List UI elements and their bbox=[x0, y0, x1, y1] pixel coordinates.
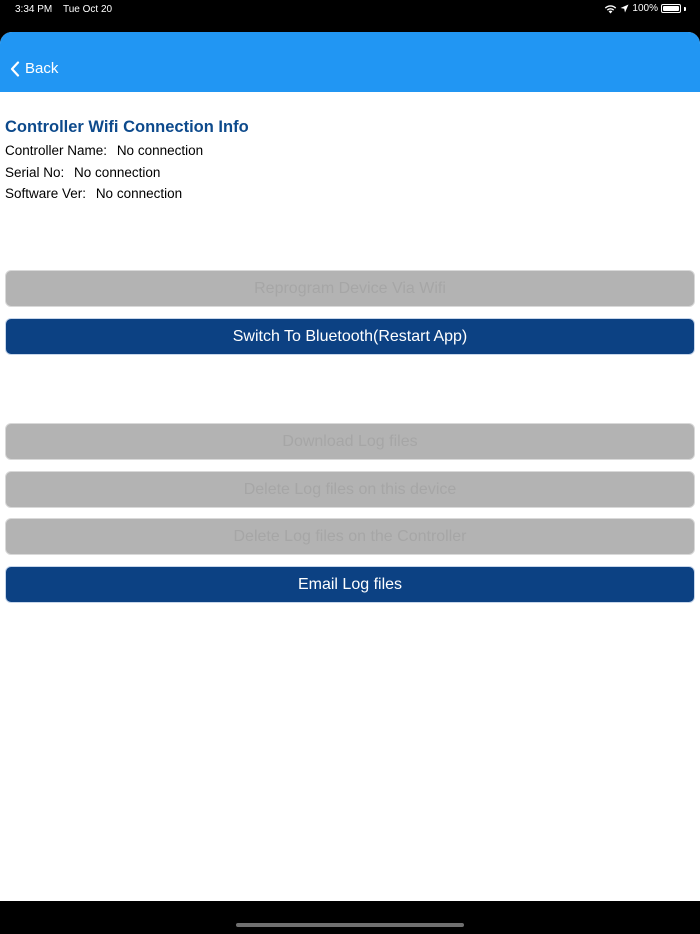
back-button[interactable] bbox=[10, 60, 58, 77]
home-indicator[interactable] bbox=[236, 923, 464, 927]
switch-to-bluetooth-button[interactable]: Switch To Bluetooth(Restart App) bbox=[5, 318, 695, 355]
delete-controller-logs-button[interactable]: Delete Log files on the Controller bbox=[5, 518, 695, 555]
delete-device-logs-button[interactable]: Delete Log files on this device bbox=[5, 471, 695, 508]
software-version-row bbox=[5, 186, 182, 201]
controller-name-row bbox=[5, 143, 203, 158]
battery-icon bbox=[661, 4, 681, 13]
status-bar bbox=[0, 0, 700, 22]
software-version-label: Software Ver: bbox=[5, 186, 87, 201]
status-date: Tue Oct 20 bbox=[63, 4, 113, 15]
serial-number-label: Serial No: bbox=[5, 165, 65, 180]
battery-tip bbox=[684, 7, 686, 11]
navigation-bar bbox=[0, 32, 700, 92]
back-label: Back bbox=[25, 60, 59, 77]
status-indicators bbox=[604, 3, 686, 14]
software-version-value: No connection bbox=[95, 186, 183, 201]
location-arrow-icon bbox=[620, 4, 629, 13]
email-log-files-button[interactable]: Email Log files bbox=[5, 566, 695, 603]
wifi-icon bbox=[604, 4, 617, 14]
controller-name-value: No connection bbox=[116, 143, 204, 158]
serial-number-value: No connection bbox=[74, 165, 161, 180]
connection-info-title: Controller Wifi Connection Info bbox=[5, 118, 249, 136]
controller-name-label: Controller Name: bbox=[5, 143, 108, 158]
app-screen bbox=[0, 32, 700, 901]
battery-percent: 100% bbox=[632, 3, 658, 14]
serial-number-row bbox=[5, 165, 160, 180]
chevron-left-icon bbox=[10, 61, 20, 77]
reprogram-device-button[interactable]: Reprogram Device Via Wifi bbox=[5, 270, 695, 307]
download-log-files-button[interactable]: Download Log files bbox=[5, 423, 695, 460]
battery-level bbox=[663, 6, 679, 11]
status-time: 3:34 PM bbox=[15, 4, 53, 15]
